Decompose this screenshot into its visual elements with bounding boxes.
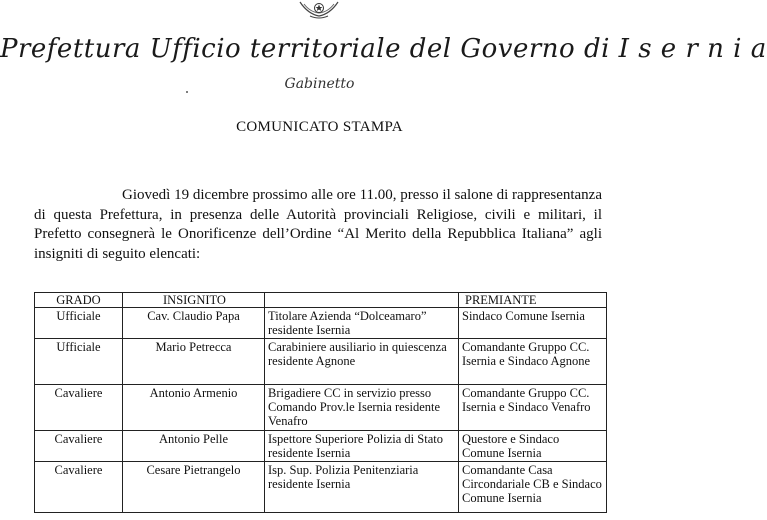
emblem-icon	[296, 0, 342, 20]
cell-descrizione: Titolare Azienda “Dolceamaro” residente Isernia	[265, 308, 459, 339]
cell-grado: Cavaliere	[35, 385, 123, 431]
office-subheading: Gabinetto	[284, 76, 355, 92]
cell-insignito: Mario Petrecca	[123, 339, 265, 385]
cell-grado: Ufficiale	[35, 339, 123, 385]
table-header-row	[35, 293, 607, 308]
table-row	[35, 385, 607, 431]
cell-premiante: Sindaco Comune Isernia	[459, 308, 607, 339]
cell-descrizione: Carabiniere ausiliario in quiescenza residente Agnone	[265, 339, 459, 385]
cell-premiante: Comandante Gruppo CC. Isernia e Sindaco Agnone	[459, 339, 607, 385]
cell-grado: Cavaliere	[35, 462, 123, 513]
table-row	[35, 431, 607, 462]
cell-premiante: Comandante Casa Circondariale CB e Sindaco Comune Isernia	[459, 462, 607, 513]
cell-premiante: Questore e Sindaco Comune Isernia	[459, 431, 607, 462]
header-descrizione	[265, 293, 459, 308]
header-premiante: PREMIANTE	[459, 293, 607, 308]
cell-grado: Ufficiale	[35, 308, 123, 339]
cell-descrizione: Ispettore Superiore Polizia di Stato residente Isernia	[265, 431, 459, 462]
cell-descrizione: Isp. Sup. Polizia Penitenziaria residente Isernia	[265, 462, 459, 513]
header-insignito: INSIGNITO	[123, 293, 265, 308]
header-grado: GRADO	[35, 293, 123, 308]
document-title: COMUNICATO STAMPA	[236, 119, 403, 135]
table-row	[35, 308, 607, 339]
cell-insignito: Antonio Armenio	[123, 385, 265, 431]
body-paragraph	[34, 186, 602, 264]
table-row	[35, 339, 607, 385]
cell-insignito: Antonio Pelle	[123, 431, 265, 462]
cell-premiante: Comandante Gruppo CC. Isernia e Sindaco Venafro	[459, 385, 607, 431]
cell-grado: Cavaliere	[35, 431, 123, 462]
cell-insignito: Cav. Claudio Papa	[123, 308, 265, 339]
paragraph-text: Giovedì 19 dicembre prossimo alle ore 11.00, presso il salone di rappresentanza di questa Prefettura, in presenza delle Autorità provinciali Religiose, civili e militari, il Prefetto consegnerà le Onorificenze dell’Ordine “Al Merito della Repubblica Italiana” agli insigniti di seguito elencati:	[34, 187, 602, 262]
office-heading: Prefettura Ufficio territoriale del Governo di I s e r n i a	[0, 34, 767, 64]
cell-insignito: Cesare Pietrangelo	[123, 462, 265, 513]
awards-table	[34, 292, 607, 513]
cell-descrizione: Brigadiere CC in servizio presso Comando Prov.le Isernia residente Venafro	[265, 385, 459, 431]
mark-dot	[186, 91, 188, 93]
table-row	[35, 462, 607, 513]
